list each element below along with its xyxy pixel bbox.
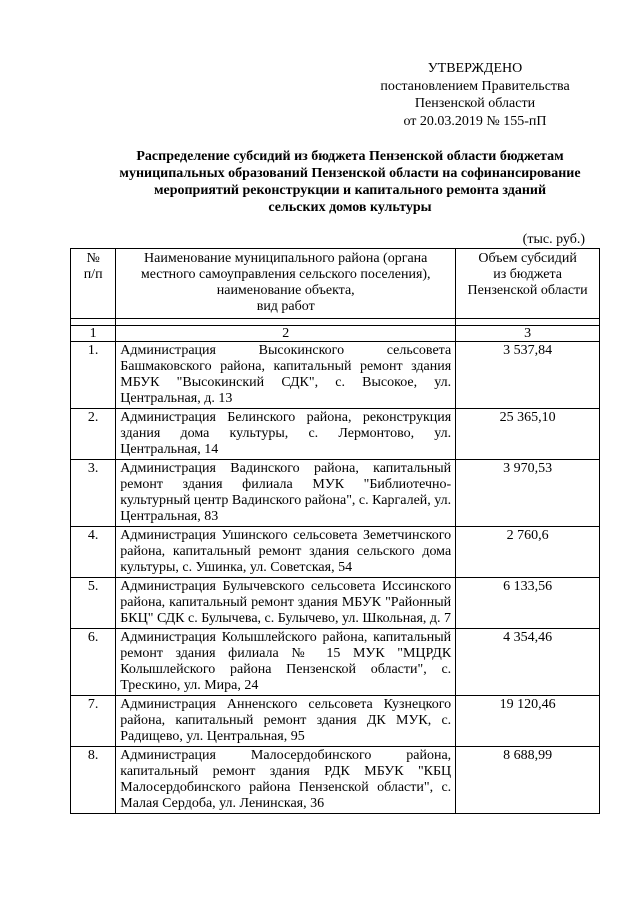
row-number: 2. [71, 409, 116, 460]
table-row [71, 696, 600, 747]
row-description: Администрация Белинского района, реконструкция здания дома культуры, с. Лермонтово, ул. Центральная, 14 [116, 409, 456, 460]
row-number: 5. [71, 578, 116, 629]
approval-line-2: Пензенской области [414, 96, 536, 111]
row-number: 3. [71, 460, 116, 527]
row-number: 4. [71, 527, 116, 578]
approval-heading: УТВЕРЖДЕНО [427, 61, 523, 76]
row-amount: 4 354,46 [456, 629, 600, 696]
header-name-line-2: местного самоуправления сельского поселения), [140, 267, 431, 282]
title-line-2: муниципальных образований Пензенской области на софинансирование [119, 166, 581, 181]
table-row [71, 747, 600, 814]
units-label: (тыс. руб.) [522, 232, 585, 247]
row-number: 8. [71, 747, 116, 814]
table-row [71, 578, 600, 629]
table-row [71, 629, 600, 696]
header-name [116, 249, 456, 319]
table-row [71, 342, 600, 409]
row-description: Администрация Булычевского сельсовета Иссинского района, капитальный ремонт здания МБУК "Районный БКЦ" СДК с. Булычева, с. Булычево, ул. Школьная, д. 7 [116, 578, 456, 629]
table-row [71, 460, 600, 527]
row-number: 6. [71, 629, 116, 696]
column-number-row [71, 326, 600, 342]
header-number-line-1: № [86, 251, 100, 266]
column-number-2: 2 [116, 326, 456, 342]
table-row [71, 527, 600, 578]
table-header-row [71, 249, 600, 319]
header-gap [71, 319, 600, 326]
row-description: Администрация Ушинского сельсовета Земетчинского района, капитальный ремонт здания сельского дома культуры, с. Ушинка, ул. Советская, 54 [116, 527, 456, 578]
title-line-1: Распределение субсидий из бюджета Пензенской области бюджетам [136, 149, 564, 164]
row-description: Администрация Малосердобинского района, капитальный ремонт здания РДК МБУК "КБЦ Малосердобинского района Пензенской области", с. Малая Сердоба, ул. Ленинская, 36 [116, 747, 456, 814]
header-name-line-1: Наименование муниципального района (органа [144, 251, 428, 266]
row-number: 1. [71, 342, 116, 409]
table-body [71, 319, 600, 814]
header-number [71, 249, 116, 319]
row-amount: 3 537,84 [456, 342, 600, 409]
row-description: Администрация Высокинского сельсовета Башмаковского района, капитальный ремонт здания МБУК "Высокинский СДК", с. Высокое, ул. Центральная, д. 13 [116, 342, 456, 409]
column-number-1: 1 [71, 326, 116, 342]
row-amount: 25 365,10 [456, 409, 600, 460]
row-amount: 19 120,46 [456, 696, 600, 747]
approval-line-3: от 20.03.2019 № 155-пП [403, 113, 547, 129]
header-name-line-3: наименование объекта, [216, 283, 355, 298]
row-number: 7. [71, 696, 116, 747]
row-description: Администрация Вадинского района, капитальный ремонт здания филиала МУК "Библиотечно-культурный центр Вадинского района", с. Каргалей, ул. Центральная, 83 [116, 460, 456, 527]
header-amount-line-1: Объем субсидий [478, 251, 577, 266]
title-line-4: сельских домов культуры [268, 200, 432, 215]
header-number-line-2: п/п [83, 267, 103, 282]
row-description: Администрация Колышлейского района, капитальный ремонт здания филиала № 15 МУК "МЦРДК Колышлейского района Пензенской области", с. Трескино, ул. Мира, 24 [116, 629, 456, 696]
row-amount: 2 760,6 [456, 527, 600, 578]
header-amount-line-2: из бюджета [493, 267, 562, 282]
approval-line-1: постановлением Правительства [380, 78, 570, 94]
table-row [71, 409, 600, 460]
subsidy-table [70, 248, 600, 814]
row-amount: 8 688,99 [456, 747, 600, 814]
header-name-line-4: вид работ [256, 299, 315, 314]
row-amount: 3 970,53 [456, 460, 600, 527]
approval-stamp [360, 60, 590, 130]
header-amount [456, 249, 600, 319]
title-line-3: мероприятий реконструкции и капитального ремонта зданий [153, 183, 547, 198]
row-description: Администрация Анненского сельсовета Кузнецкого района, капитальный ремонт здания ДК МУК, с. Радищево, ул. Центральная, 95 [116, 696, 456, 747]
header-amount-line-3: Пензенской области [467, 283, 588, 298]
row-amount: 6 133,56 [456, 578, 600, 629]
document-title [90, 148, 610, 216]
column-number-3: 3 [456, 326, 600, 342]
